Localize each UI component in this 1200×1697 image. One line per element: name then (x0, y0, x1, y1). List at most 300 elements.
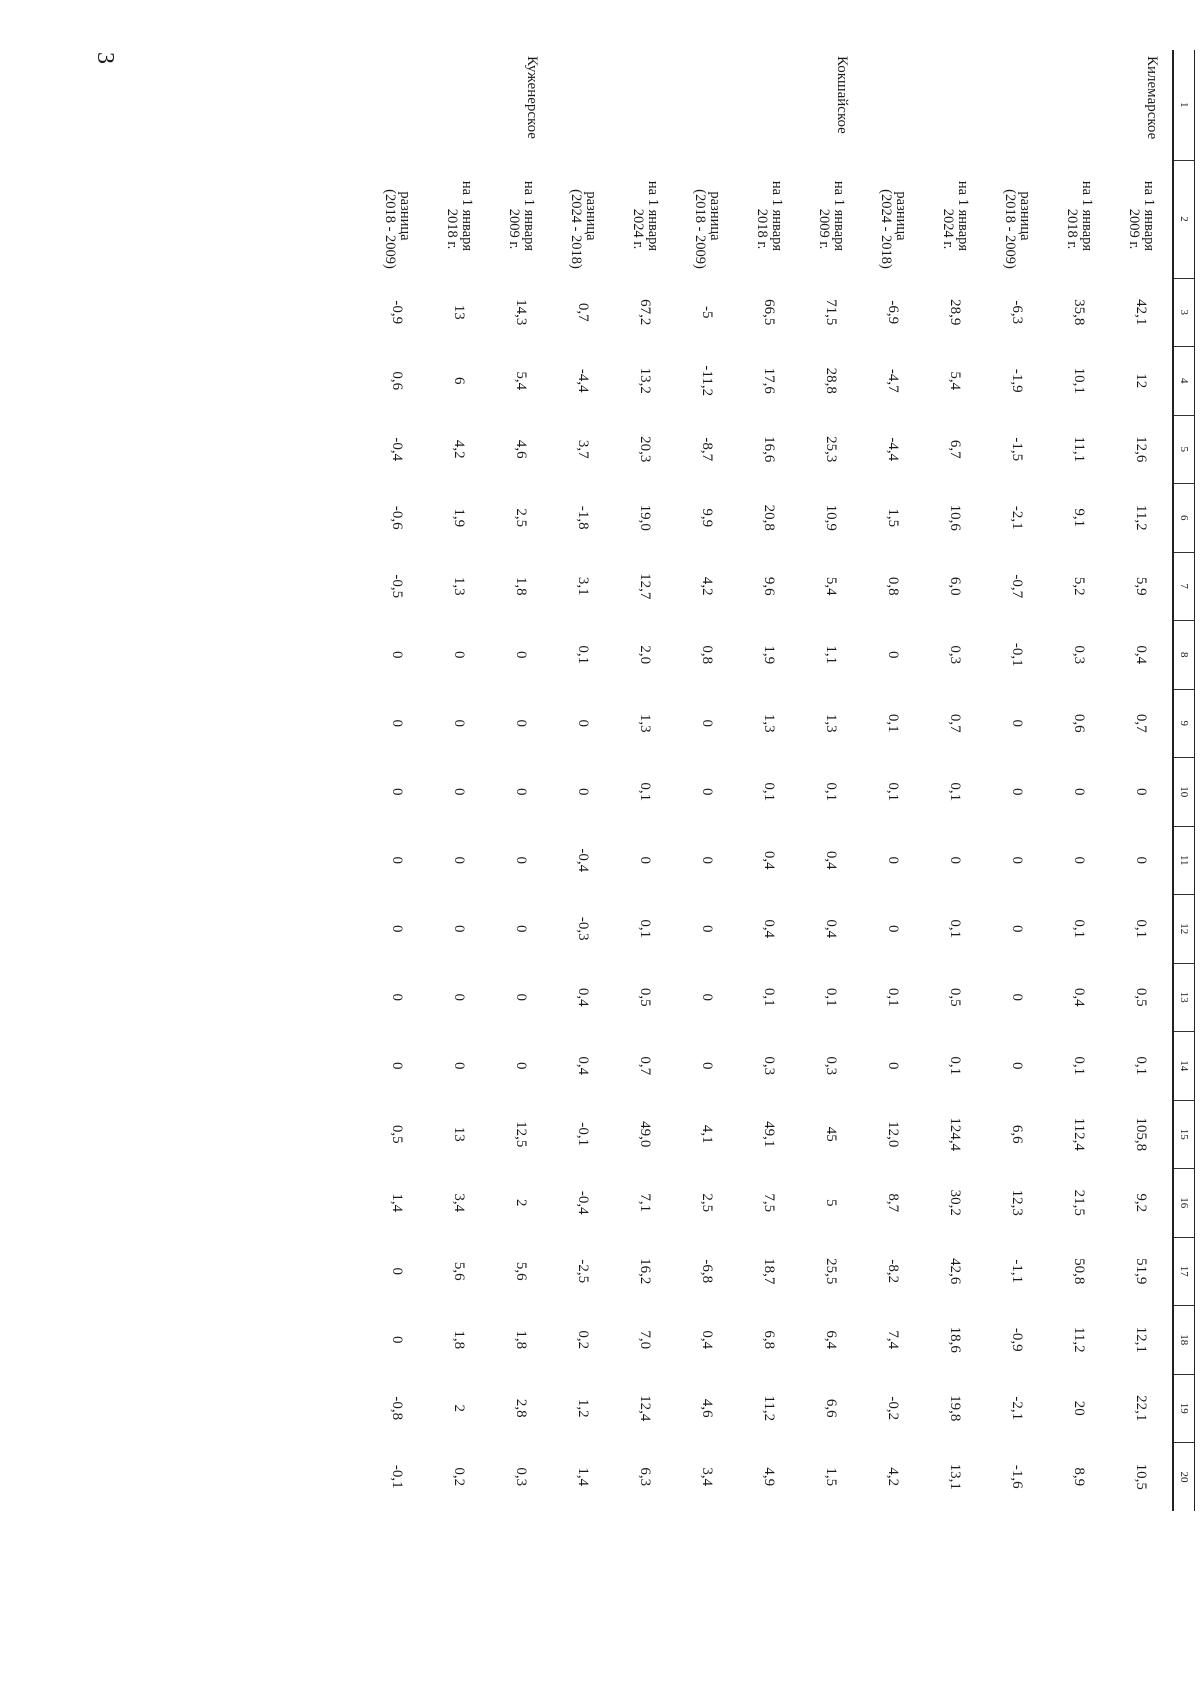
value-cell: 18,7 (761, 1258, 778, 1285)
value-cell: 0 (1009, 993, 1026, 1001)
value-cell: 6,3 (637, 1467, 654, 1487)
value-cell: 2,0 (637, 645, 654, 665)
table-row (924, 50, 986, 1511)
value-cell: 11,2 (1133, 504, 1150, 531)
value-cell: 5 (823, 1199, 840, 1207)
row-label-line-1: на 1 января (955, 180, 971, 252)
value-cell: 3,4 (699, 1467, 716, 1487)
value-cell: 12,5 (513, 1121, 530, 1148)
value-cell: 0,1 (823, 987, 840, 1007)
value-cell: 2 (513, 1199, 530, 1207)
value-cell: 4,1 (699, 1124, 716, 1144)
value-cell: 0 (699, 993, 716, 1001)
value-cell: -6,8 (699, 1259, 716, 1284)
value-cell: 105,8 (1133, 1117, 1150, 1152)
value-cell: 0,4 (761, 850, 778, 870)
value-cell: -0,6 (389, 505, 406, 530)
value-cell: 1,4 (575, 1467, 592, 1487)
value-cell: 7,4 (885, 1330, 902, 1350)
value-cell: -0,7 (1009, 574, 1026, 599)
value-cell: 19,8 (947, 1395, 964, 1422)
value-cell: 14,3 (513, 299, 530, 326)
value-cell: -0,3 (575, 916, 592, 941)
table-row (366, 50, 428, 1511)
value-cell: 0 (389, 856, 406, 864)
value-cell: 0,1 (637, 782, 654, 802)
value-cell: 0,4 (1133, 645, 1150, 665)
table-row (800, 50, 862, 1511)
value-cell: 25,3 (823, 436, 840, 463)
value-cell: 0 (1071, 788, 1088, 796)
value-cell: 6,7 (947, 439, 964, 459)
value-cell: 0,5 (389, 1124, 406, 1144)
value-cell: 0 (575, 719, 592, 727)
row-label (366, 160, 428, 278)
value-cell: 42,1 (1133, 299, 1150, 326)
page-number: 3 (92, 52, 118, 64)
value-cell: 5,6 (513, 1261, 530, 1281)
table-body (366, 50, 1173, 1511)
value-cell: -0,1 (575, 1122, 592, 1147)
value-cell: 0 (699, 788, 716, 796)
column-number-cell: 1 (1173, 50, 1195, 160)
value-cell: 20 (1071, 1400, 1088, 1416)
value-cell: 0,6 (389, 371, 406, 391)
value-cell: 2 (451, 1404, 468, 1412)
value-cell: -1,9 (1009, 368, 1026, 393)
value-cell: 5,6 (451, 1261, 468, 1281)
table-row (862, 50, 924, 1511)
value-cell: 0,1 (1071, 1056, 1088, 1076)
value-cell: -0,2 (885, 1396, 902, 1421)
row-label (800, 160, 862, 278)
row-label (676, 160, 738, 278)
value-cell: 28,8 (823, 367, 840, 394)
value-cell: 22,1 (1133, 1395, 1150, 1422)
row-label (862, 160, 924, 278)
value-cell: 8,7 (885, 1193, 902, 1213)
column-number-row (1173, 50, 1195, 1511)
value-cell: 0 (1133, 856, 1150, 864)
value-cell: 11,2 (761, 1395, 778, 1422)
value-cell: 0,3 (947, 645, 964, 665)
value-cell: 49,0 (637, 1121, 654, 1148)
row-label-line-2: (2018 - 2009) (1002, 189, 1018, 269)
value-cell: 0 (1133, 788, 1150, 796)
value-cell: 0 (699, 1062, 716, 1070)
table-row (428, 50, 490, 1511)
value-cell: 35,8 (1071, 299, 1088, 326)
value-cell: 0 (885, 651, 902, 659)
value-cell: 0 (389, 1336, 406, 1344)
settlement-name: Килемарское (1144, 56, 1160, 140)
value-cell: 0 (637, 856, 654, 864)
row-label-line-1: разница (893, 191, 909, 241)
value-cell: 8,9 (1071, 1467, 1088, 1487)
value-cell: 5,4 (947, 371, 964, 391)
value-cell: 4,6 (513, 439, 530, 459)
column-number-cell: 3 (1173, 278, 1195, 347)
value-cell: 10,1 (1071, 367, 1088, 394)
row-label (1048, 160, 1110, 278)
rotated-table-container (160, 50, 1195, 1510)
row-label-line-2: (2018 - 2009) (692, 189, 708, 269)
value-cell: 12 (1133, 373, 1150, 389)
column-number-cell: 7 (1173, 552, 1195, 621)
value-cell: 10,5 (1133, 1463, 1150, 1490)
value-cell: 1,2 (575, 1398, 592, 1418)
table-row (676, 50, 738, 1511)
value-cell: 1,3 (823, 713, 840, 733)
value-cell: -1,1 (1009, 1259, 1026, 1284)
value-cell: -2,1 (1009, 505, 1026, 530)
table-row (738, 50, 800, 1511)
row-label-line-1: на 1 января (769, 180, 785, 252)
row-label (552, 160, 614, 278)
value-cell: 0,1 (1071, 919, 1088, 939)
column-number-cell: 6 (1173, 484, 1195, 553)
value-cell: -1,8 (575, 505, 592, 530)
value-cell: 9,1 (1071, 508, 1088, 528)
value-cell: 4,2 (699, 576, 716, 596)
value-cell: -5 (699, 306, 716, 319)
row-label-line-2: 2009 г. (816, 208, 832, 250)
value-cell: 0 (451, 1062, 468, 1070)
value-cell: 1,5 (885, 508, 902, 528)
value-cell: 13 (451, 304, 468, 320)
value-cell: -6,9 (885, 300, 902, 325)
table-row (1048, 50, 1110, 1511)
value-cell: 0,4 (823, 850, 840, 870)
value-cell: 12,0 (885, 1121, 902, 1148)
row-label-line-2: 2024 г. (940, 208, 956, 250)
column-number-cell: 8 (1173, 621, 1195, 690)
value-cell: 0,2 (451, 1467, 468, 1487)
value-cell: 0,8 (699, 645, 716, 665)
value-cell: 0 (513, 993, 530, 1001)
value-cell: 67,2 (637, 299, 654, 326)
value-cell: 0,4 (823, 919, 840, 939)
row-label-line-1: разница (1017, 191, 1033, 241)
value-cell: 0,1 (575, 645, 592, 665)
row-label-line-1: на 1 января (1079, 180, 1095, 252)
value-cell: 0,5 (637, 987, 654, 1007)
column-number-cell: 17 (1173, 1237, 1195, 1306)
value-cell: -8,2 (885, 1259, 902, 1284)
value-cell: 4,2 (885, 1467, 902, 1487)
value-cell: 66,5 (761, 299, 778, 326)
value-cell: 1,8 (513, 1330, 530, 1350)
value-cell: 0,3 (823, 1056, 840, 1076)
value-cell: 1,8 (513, 576, 530, 596)
row-label-line-1: на 1 января (459, 180, 475, 252)
value-cell: 10,9 (823, 504, 840, 531)
value-cell: 25,5 (823, 1258, 840, 1285)
column-number-cell: 14 (1173, 1032, 1195, 1101)
value-cell: 6,8 (761, 1330, 778, 1350)
value-cell: 0,1 (761, 987, 778, 1007)
value-cell: 0,7 (575, 302, 592, 322)
value-cell: 0,7 (637, 1056, 654, 1076)
value-cell: 0 (1009, 856, 1026, 864)
value-cell: 0,1 (947, 1056, 964, 1076)
value-cell: 12,7 (637, 573, 654, 600)
row-label-line-2: 2024 г. (630, 208, 646, 250)
value-cell: 0 (451, 651, 468, 659)
value-cell: 0,7 (947, 713, 964, 733)
table-row (1110, 50, 1173, 1511)
value-cell: 17,6 (761, 367, 778, 394)
value-cell: 0 (513, 719, 530, 727)
settlement-name: Кужeнерское (524, 56, 540, 139)
value-cell: 49,1 (761, 1121, 778, 1148)
value-cell: 0,1 (637, 919, 654, 939)
value-cell: 71,5 (823, 299, 840, 326)
value-cell: 13,1 (947, 1463, 964, 1490)
value-cell: 0,4 (699, 1330, 716, 1350)
value-cell: 0,1 (947, 782, 964, 802)
value-cell: 0,4 (575, 987, 592, 1007)
row-label (614, 160, 676, 278)
value-cell: 11,2 (1071, 1326, 1088, 1353)
value-cell: 0 (389, 651, 406, 659)
value-cell: 7,1 (637, 1193, 654, 1213)
value-cell: 7,0 (637, 1330, 654, 1350)
value-cell: 0,3 (1071, 645, 1088, 665)
value-cell: 0,3 (761, 1056, 778, 1076)
row-label-line-1: на 1 января (645, 180, 661, 252)
column-number-cell: 12 (1173, 895, 1195, 964)
value-cell: 0,1 (761, 782, 778, 802)
value-cell: 0 (1009, 1062, 1026, 1070)
value-cell: 9,2 (1133, 1193, 1150, 1213)
value-cell: 16,2 (637, 1258, 654, 1285)
value-cell: 0 (885, 925, 902, 933)
value-cell: 1,9 (451, 508, 468, 528)
value-cell: 0 (885, 1062, 902, 1070)
row-label (490, 160, 552, 278)
value-cell: -0,9 (389, 300, 406, 325)
value-cell: 45 (823, 1126, 840, 1142)
value-cell: 9,9 (699, 508, 716, 528)
row-label-line-1: на 1 января (831, 180, 847, 252)
value-cell: 11,1 (1071, 436, 1088, 463)
value-cell: 0 (389, 1062, 406, 1070)
value-cell: 0,7 (1133, 713, 1150, 733)
value-cell: 0 (451, 925, 468, 933)
value-cell: 1,4 (389, 1193, 406, 1213)
column-number-cell: 16 (1173, 1169, 1195, 1238)
value-cell: 0,1 (1133, 919, 1150, 939)
table-row (986, 50, 1048, 1511)
value-cell: 20,3 (637, 436, 654, 463)
value-cell: -0,4 (575, 1190, 592, 1215)
value-cell: 1,5 (823, 1467, 840, 1487)
value-cell: 0 (699, 925, 716, 933)
value-cell: 2,8 (513, 1398, 530, 1418)
row-label (986, 160, 1048, 278)
value-cell: 13,2 (637, 367, 654, 394)
value-cell: 0 (451, 993, 468, 1001)
value-cell: 1,9 (761, 645, 778, 665)
value-cell: 7,5 (761, 1193, 778, 1213)
row-label-line-1: разница (707, 191, 723, 241)
column-number-cell: 9 (1173, 689, 1195, 758)
row-label-line-1: на 1 января (1141, 180, 1157, 252)
value-cell: 2,5 (513, 508, 530, 528)
table-row (490, 50, 552, 1511)
column-number-cell: 18 (1173, 1306, 1195, 1375)
value-cell: 0 (885, 856, 902, 864)
value-cell: 0,4 (1071, 987, 1088, 1007)
value-cell: -6,3 (1009, 300, 1026, 325)
value-cell: 1,1 (823, 645, 840, 665)
value-cell: 6,0 (947, 576, 964, 596)
value-cell: 4,9 (761, 1467, 778, 1487)
value-cell: -0,1 (389, 1464, 406, 1489)
value-cell: -0,5 (389, 574, 406, 599)
value-cell: 1,3 (761, 713, 778, 733)
value-cell: -1,5 (1009, 437, 1026, 462)
value-cell: -1,6 (1009, 1464, 1026, 1489)
value-cell: 0,4 (761, 919, 778, 939)
value-cell: 0 (513, 856, 530, 864)
value-cell: 0 (1009, 788, 1026, 796)
value-cell: 0 (513, 651, 530, 659)
value-cell: 0,4 (575, 1056, 592, 1076)
value-cell: 0 (389, 993, 406, 1001)
value-cell: 6,6 (823, 1398, 840, 1418)
value-cell: 16,6 (761, 436, 778, 463)
row-label-line-2: 2018 г. (754, 208, 770, 250)
row-label-line-2: (2018 - 2009) (382, 189, 398, 269)
value-cell: 0,1 (823, 782, 840, 802)
value-cell: 0 (389, 788, 406, 796)
row-label (428, 160, 490, 278)
value-cell: 0 (389, 925, 406, 933)
value-cell: 0 (1009, 925, 1026, 933)
value-cell: 0 (699, 856, 716, 864)
value-cell: 12,3 (1009, 1189, 1026, 1216)
value-cell: 0 (1009, 719, 1026, 727)
value-cell: 0 (699, 719, 716, 727)
row-label-line-2: (2024 - 2018) (568, 189, 584, 269)
value-cell: 112,4 (1071, 1117, 1088, 1151)
row-label-line-2: 2018 г. (444, 208, 460, 250)
value-cell: 0,6 (1071, 713, 1088, 733)
value-cell: -0,1 (1009, 642, 1026, 667)
value-cell: 0,1 (885, 782, 902, 802)
table-row (614, 50, 676, 1511)
value-cell: 13 (451, 1126, 468, 1142)
value-cell: 50,8 (1071, 1258, 1088, 1285)
value-cell: 0,5 (1133, 987, 1150, 1007)
value-cell: 0,1 (1133, 1056, 1150, 1076)
value-cell: 0 (513, 1062, 530, 1070)
settlement-name: Кокшайское (834, 56, 850, 134)
value-cell: -0,9 (1009, 1327, 1026, 1352)
value-cell: 0,2 (575, 1330, 592, 1350)
value-cell: 3,4 (451, 1193, 468, 1213)
value-cell: 12,4 (637, 1395, 654, 1422)
value-cell: -4,4 (575, 368, 592, 393)
value-cell: 124,4 (947, 1117, 964, 1152)
row-label-line-2: (2024 - 2018) (878, 189, 894, 269)
value-cell: 0,1 (885, 713, 902, 733)
value-cell: 4,6 (699, 1398, 716, 1418)
value-cell: -0,8 (389, 1396, 406, 1421)
column-number-cell: 20 (1173, 1443, 1195, 1512)
value-cell: 18,6 (947, 1326, 964, 1353)
value-cell: 0 (513, 925, 530, 933)
column-number-cell: 19 (1173, 1374, 1195, 1443)
value-cell: 0 (389, 719, 406, 727)
value-cell: 0 (575, 788, 592, 796)
value-cell: 0,3 (513, 1467, 530, 1487)
value-cell: 51,9 (1133, 1258, 1150, 1285)
value-cell: 9,6 (761, 576, 778, 596)
column-number-cell: 4 (1173, 347, 1195, 416)
value-cell: 5,4 (513, 371, 530, 391)
value-cell: 0 (1071, 856, 1088, 864)
row-label-line-1: разница (397, 191, 413, 241)
row-label (1110, 160, 1173, 278)
value-cell: -2,5 (575, 1259, 592, 1284)
row-label-line-2: 2009 г. (1126, 208, 1142, 250)
value-cell: -4,7 (885, 368, 902, 393)
value-cell: -4,4 (885, 437, 902, 462)
value-cell: -11,2 (699, 365, 716, 397)
value-cell: -8,7 (699, 437, 716, 462)
value-cell: 0 (513, 788, 530, 796)
value-cell: 5,9 (1133, 576, 1150, 596)
value-cell: 3,7 (575, 439, 592, 459)
value-cell: 6,6 (1009, 1124, 1026, 1144)
value-cell: 1,3 (637, 713, 654, 733)
value-cell: 28,9 (947, 299, 964, 326)
row-label (924, 160, 986, 278)
value-cell: 0 (389, 1267, 406, 1275)
value-cell: 6 (451, 377, 468, 385)
value-cell: 10,6 (947, 504, 964, 531)
table-row (552, 50, 614, 1511)
column-number-cell: 2 (1173, 160, 1195, 278)
value-cell: 0 (451, 856, 468, 864)
row-label-line-2: 2009 г. (506, 208, 522, 250)
value-cell: 30,2 (947, 1189, 964, 1216)
value-cell: 19,0 (637, 504, 654, 531)
value-cell: 0 (451, 788, 468, 796)
value-cell: 1,8 (451, 1330, 468, 1350)
value-cell: 0,8 (885, 576, 902, 596)
row-label-line-1: на 1 января (521, 180, 537, 252)
value-cell: 0,5 (947, 987, 964, 1007)
column-number-cell: 11 (1173, 826, 1195, 895)
column-number-cell: 5 (1173, 415, 1195, 484)
value-cell: 21,5 (1071, 1189, 1088, 1216)
value-cell: 0 (451, 719, 468, 727)
column-number-cell: 10 (1173, 758, 1195, 827)
row-label (738, 160, 800, 278)
value-cell: 5,4 (823, 576, 840, 596)
value-cell: 5,2 (1071, 576, 1088, 596)
value-cell: 0,1 (885, 987, 902, 1007)
value-cell: 12,6 (1133, 436, 1150, 463)
column-number-cell: 15 (1173, 1100, 1195, 1169)
value-cell: 6,4 (823, 1330, 840, 1350)
value-cell: -2,1 (1009, 1396, 1026, 1421)
value-cell: -0,4 (389, 437, 406, 462)
